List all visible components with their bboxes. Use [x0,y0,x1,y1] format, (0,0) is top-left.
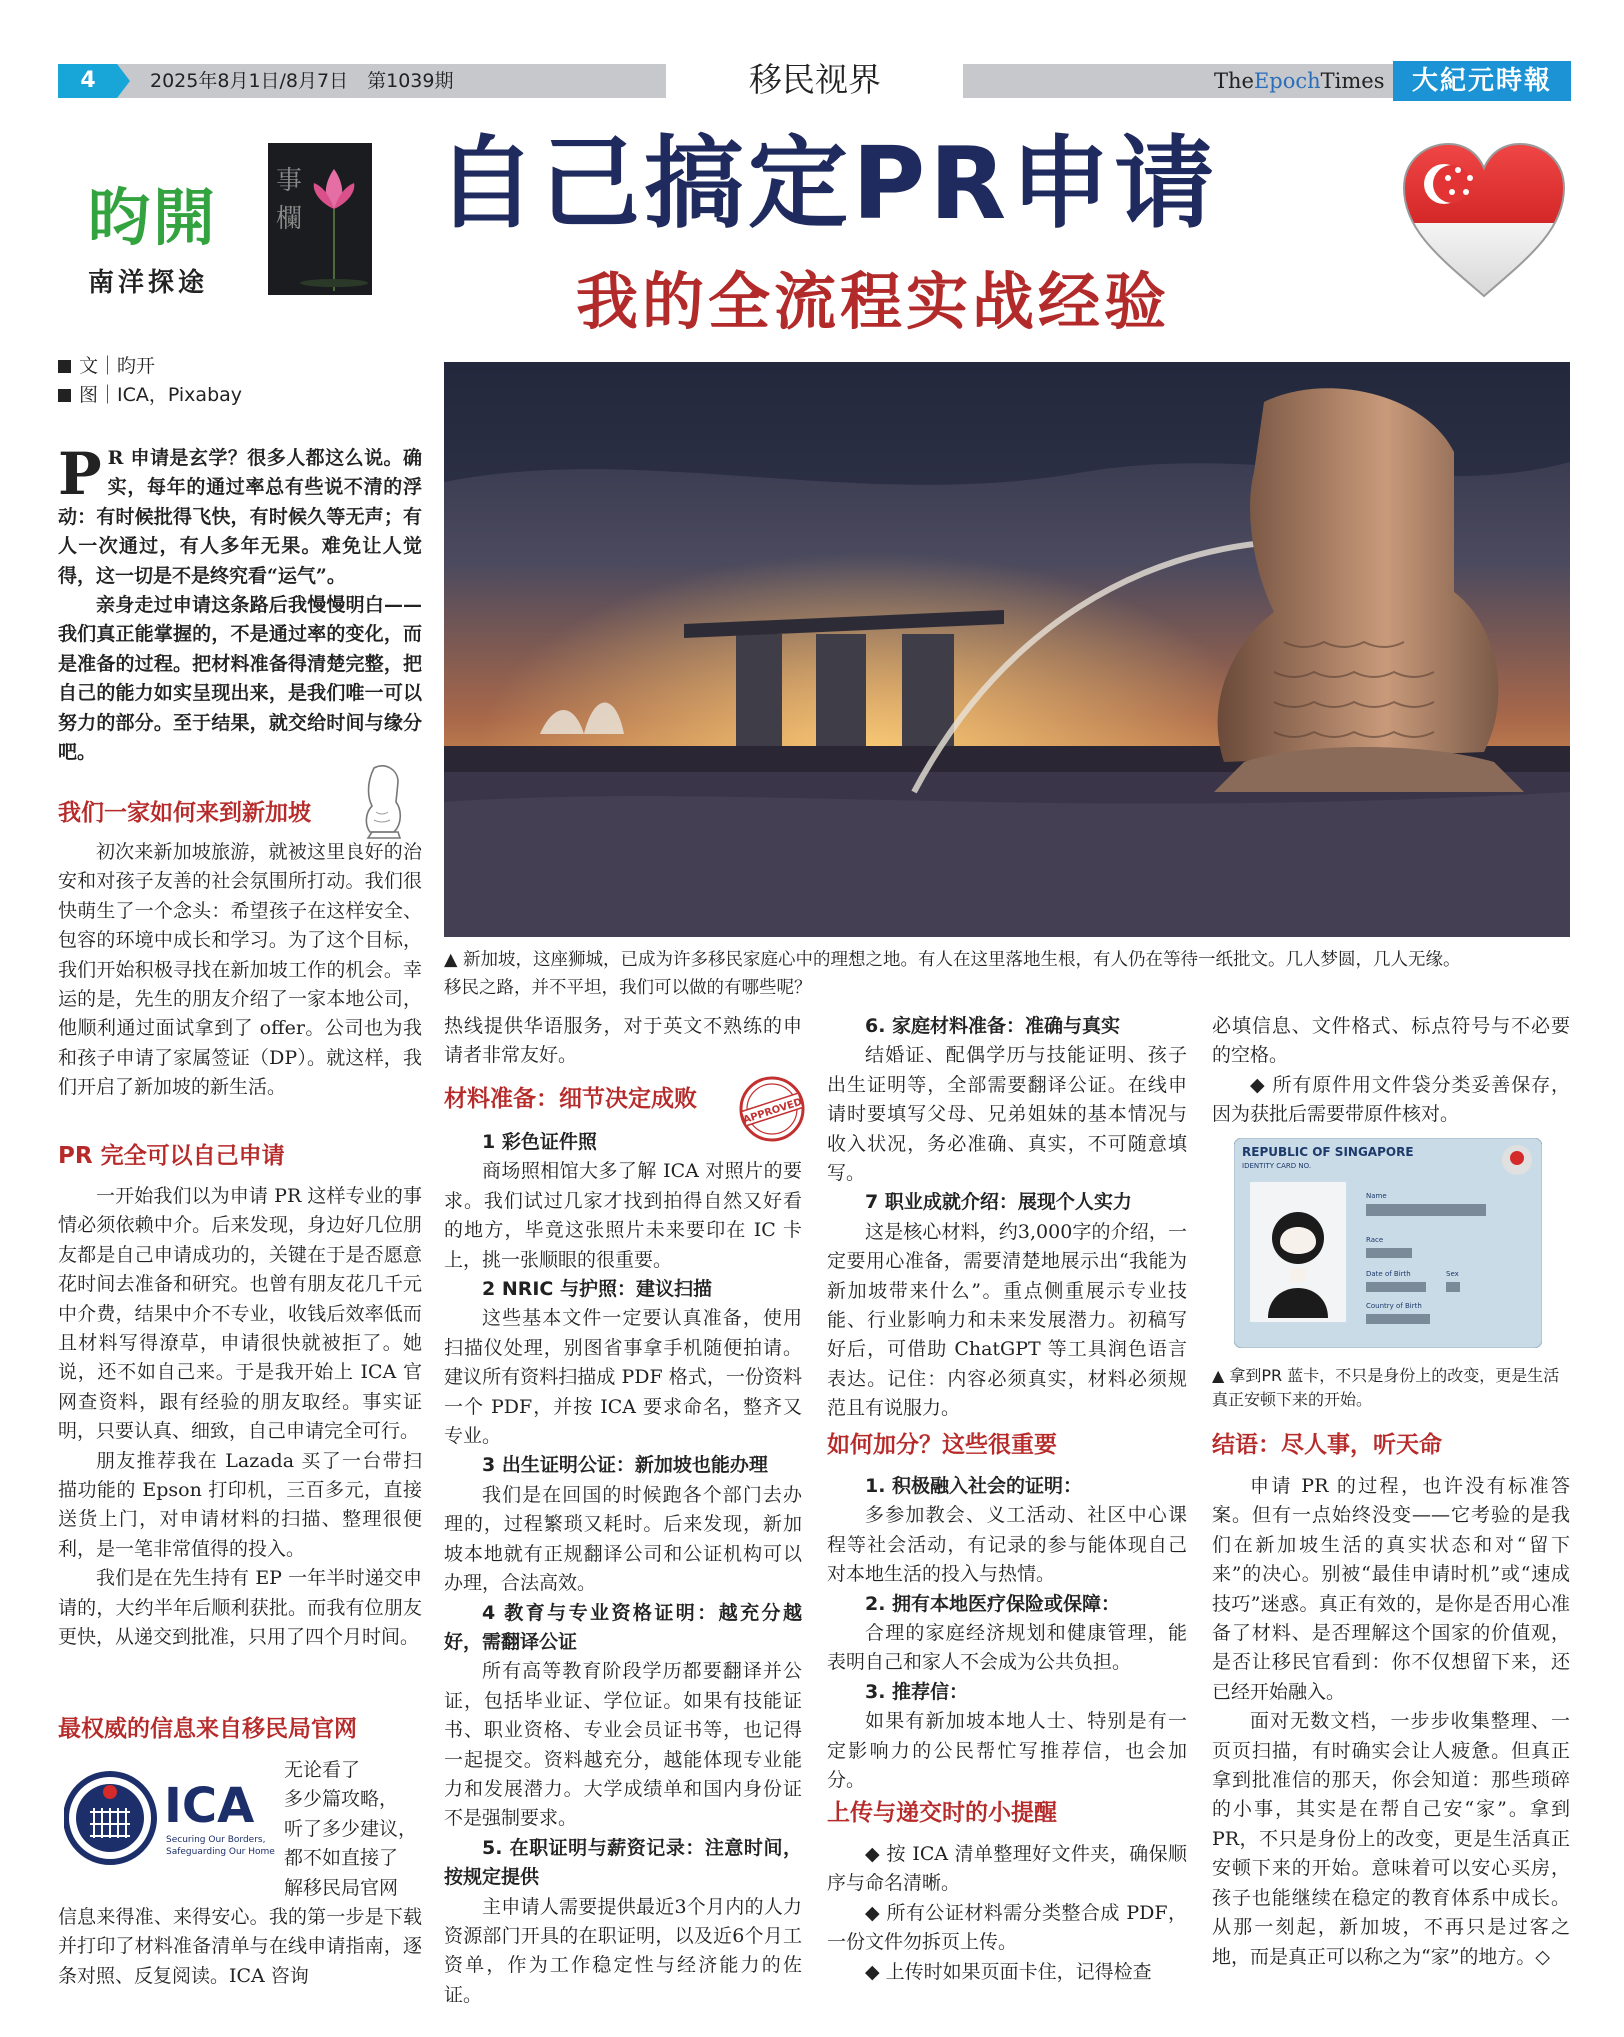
pr-card-caption: ▲ 拿到PR 蓝卡，不只是身份上的改变，更是生活真正安顿下来的开始。 [1212,1366,1560,1409]
hero-caption: ▲ 新加坡，这座狮城，已成为许多移民家庭心中的理想之地。有人在这里落地生根，有人仍在等待一纸批文。几人梦圆，几人无缘。 移民之路，并不平坦，我们可以做的有哪些呢？ [444,950,1461,998]
column-logo-subtitle: 南洋探途 [88,268,209,298]
column-tag-2: 欄 [276,204,303,234]
pr-card-image [1234,1138,1542,1348]
stamp-text: APPROVED [741,1096,804,1127]
heading-bonus: 如何加分？这些很重要 [827,1432,1057,1458]
id-dob-label: Date of Birth [1366,1270,1411,1278]
materials-text-2: 6. 家庭材料准备：准确与真实 结婚证、配偶学历与技能证明、孩子出生证明等，全部需要翻译公证。在线申请时要填写父母、兄弟姐妹的基本情况与收入状况，务必准确、真实，不可随意填写。 7 职业成就介绍：展现个人实力 这是核心材料，约3,000字的介绍，一定要用心准备，需要清楚地展示出“我能为新加坡带来什么”。重点侧重展示专业技能、行业影响力和未来发展潜力。初稿写好后，可借助 ChatGPT 等工具润色语言表达。记住：内容必须真实，材料必须规范且有说服力。 [827,1015,1187,1420]
drop-cap: P [58,440,102,508]
hero-merlion-image [444,362,1570,937]
merlion-photo [444,362,1570,937]
page-number: 4 [80,68,96,93]
upload-text: ◆ 按 ICA 清单整理好文件夹，确保顺序与命名清晰。 ◆ 所有公证材料需分类整合成 PDF，一份文件勿拆页上传。 ◆ 上传时如果页面卡住，记得检查 [827,1843,1187,1983]
credit-image: 图｜ICA，Pixabay [58,381,242,410]
epoch-times-logo: TheEpochTimes [1214,69,1385,93]
caption-arrow-icon: ▲ [444,950,464,970]
id-card-title: REPUBLIC OF SINGAPORE [1242,1145,1414,1159]
ica-tagline-2: Safeguarding Our Home [166,1847,275,1857]
ica-logo-text: ICA [164,1778,255,1834]
upload-text-cont: 必填信息、文件格式、标点符号与不必要的空格。 ◆ 所有原件用文件袋分类妥善保存，因为获批后需要带原件核对。 [1212,1015,1570,1126]
heading-official-site: 最权威的信息来自移民局官网 [58,1716,357,1742]
heading-family: 我们一家如何来到新加坡 [58,800,311,826]
id-name-label: Name [1366,1192,1387,1200]
article-credits [58,352,242,410]
caption-arrow-icon: ▲ [1212,1366,1230,1385]
lotus-image [268,143,372,295]
column-tag-1: 事 [276,166,303,196]
epoch-times-cn-logo: 大紀元時報 [1393,61,1571,101]
intro-text: P R 申请是玄学？很多人都这么说。确实，每年的通过率总有些说不清的浮动：有时候批得飞快，有时候久等无声；有人一次通过，有人多年无果。难免让人觉得，这一切是不是终究看“运气”。 亲身走过申请这条路后我慢慢明白——我们真正能掌握的，不是通过率的变化，而是准备的过程。把材料准备得清楚完整，把自己的能力如实呈现出来，是我们唯一可以努力的部分。至于结果，就交给时间与缘分吧。 [58,440,422,764]
column-logo-name: 昀開 [88,181,219,254]
heading-self-apply: PR 完全可以自己申请 [58,1143,285,1169]
id-country-label: Country of Birth [1366,1302,1422,1310]
materials-text: 1 彩色证件照 商场照相馆大多了解 ICA 对照片的要求。我们试过几家才找到拍得自然又好看的地方，毕竟这张照片未来要印在 IC 卡上，挑一张顺眼的很重要。 2 NRIC 与护照：建议扫描 这些基本文件一定要认真准备，使用扫描仪处理，别图省事拿手机随便拍请。建议所有资料扫描成 PDF 格式，一份资料一个 PDF，并按 ICA 要求命名，整齐又专业。 3 出生证明公证：新加坡也能办理 我们是在回国的时候跑各个部门去办理的，过程繁琐又耗时。后来发现，新加坡本地就有正规翻译公司和公证机构可以办理，合法高效。 4 教育与专业资格证明：越充分越好，需翻译公证 所有高等教育阶段学历都要翻译并公证，包括毕业证、学位证。如果有技能证书、职业资格、专业会员证书等，也记得一起提交。资料越充分，越能体现专业能力和发展潜力。大学成绩单和国内身份证不是强制要求。 5. 在职证明与薪资记录：注意时间，按规定提供 主申请人需要提供最近3个月内的人力资源部门开具的在职证明，以及近6个月工资单，作为工作稳定性与经济能力的佐证。 [444,1131,802,2006]
id-sex-label: Sex [1446,1270,1459,1278]
id-race-label: Race [1366,1236,1384,1244]
heading-conclusion: 结语：尽人事，听天命 [1212,1432,1442,1458]
official-text-cont: 热线提供华语服务，对于英文不熟练的申请者非常友好。 [444,1015,802,1067]
credit-text: 文｜昀开 [58,352,242,381]
official-text: 信息来得准、来得安心。我的第一步是下载并打印了材料准备清单与在线申请指南，逐条对照、反复阅读。ICA 咨询 [58,1906,422,1987]
article-subtitle: 我的全流程实战经验 [576,265,1171,338]
bonus-text: 1. 积极融入社会的证明： 多参加教会、义工活动、社区中心课程等社会活动，有记录的参与能体现自己对本地生活的投入与热情。 2. 拥有本地医疗保险或保障： 合理的家庭经济规划和健康管理，能表明自己和家人不会成为公共负担。 3. 推荐信： 如果有新加坡本地人士、特别是有一定影响力的公民帮忙写推荐信，也会加分。 [827,1475,1187,1792]
official-text-wrap: 无论看了 多少篇攻略， 听了多少建议， 都不如直接了 解移民局官网 [284,1759,418,1899]
self-apply-text: 一开始我们以为申请 PR 这样专业的事情必须依赖中介。后来发现，身边好几位朋友都是自己申请成功的，关键在于是否愿意花时间去准备和研究。也曾有朋友花几千元中介费，结果中介不专业，收钱后效率低而且材料写得潦草，申请很快就被拒了。她说，还不如自己来。于是我开始上 ICA 官网查资料，跟有经验的朋友取经。事实证明，只要认真、细致，自己申请完全可行。 朋友推荐我在 Lazada 买了一台带扫描功能的 Epson 打印机，三百多元，直接送货上门，对申请材料的扫描、整理很便利，是一笔非常值得的投入。 我们是在先生持有 EP 一年半时递交申请的，大约半年后顺利获批。而我有位朋友更快，从递交到批准，只用了四个月时间。 [58,1185,422,1649]
merlion-sketch-icon [356,762,406,840]
heading-materials: 材料准备：细节决定成败 [444,1086,697,1112]
heading-upload: 上传与递交时的小提醒 [827,1800,1057,1826]
issue-date: 2025年8月1日/8月7日 第1039期 [150,70,454,92]
family-text: 初次来新加坡旅游，就被这里良好的治安和对孩子友善的社会氛围所打动。我们很快萌生了一个念头：希望孩子在这样安全、包容的环境中成长和学习。为了这个目标，我们开始积极寻找在新加坡工作的机会。幸运的是，先生的朋友介绍了一家本地公司，他顺利通过面试拿到了 offer。公司也为我和孩子申请了家属签证（DP）。就这样，我们开启了新加坡的新生活。 [58,841,422,1099]
article-title: 自己搞定PR申请 [436,125,1219,242]
ica-tagline-1: Securing Our Borders, [166,1835,266,1845]
id-card-sub: IDENTITY CARD NO. [1242,1162,1312,1170]
conclusion-text: 申请 PR 的过程，也许没有标准答案。但有一点始终没变——它考验的是我们在新加坡生活的真实状态和对“留下来”的决心。别被“最佳申请时机”或“速成技巧”迷惑。真正有效的，是你是否用心准备了材料、是否理解这个国家的价值观，是否让移民官看到：你不仅想留下来，还已经开始融入。 面对无数文档，一步步收集整理、一页页扫描，有时确实会让人疲惫。但真正拿到批准信的那天，你会知道：那些琐碎的小事，其实是在帮自己安“家”。拿到 PR，不只是身份上的改变，更是生活真正安顿下来的开始。意味着可以安心买房，孩子也能继续在稳定的教育体系中成长。从那一刻起，新加坡，不再只是过客之地，而是真正可以称之为“家”的地方。◇ [1212,1475,1570,1968]
section-title: 移民视界 [749,60,881,99]
lotus-icon [268,143,372,295]
ica-logo [64,1768,278,1868]
singapore-heart-icon [1400,140,1568,300]
